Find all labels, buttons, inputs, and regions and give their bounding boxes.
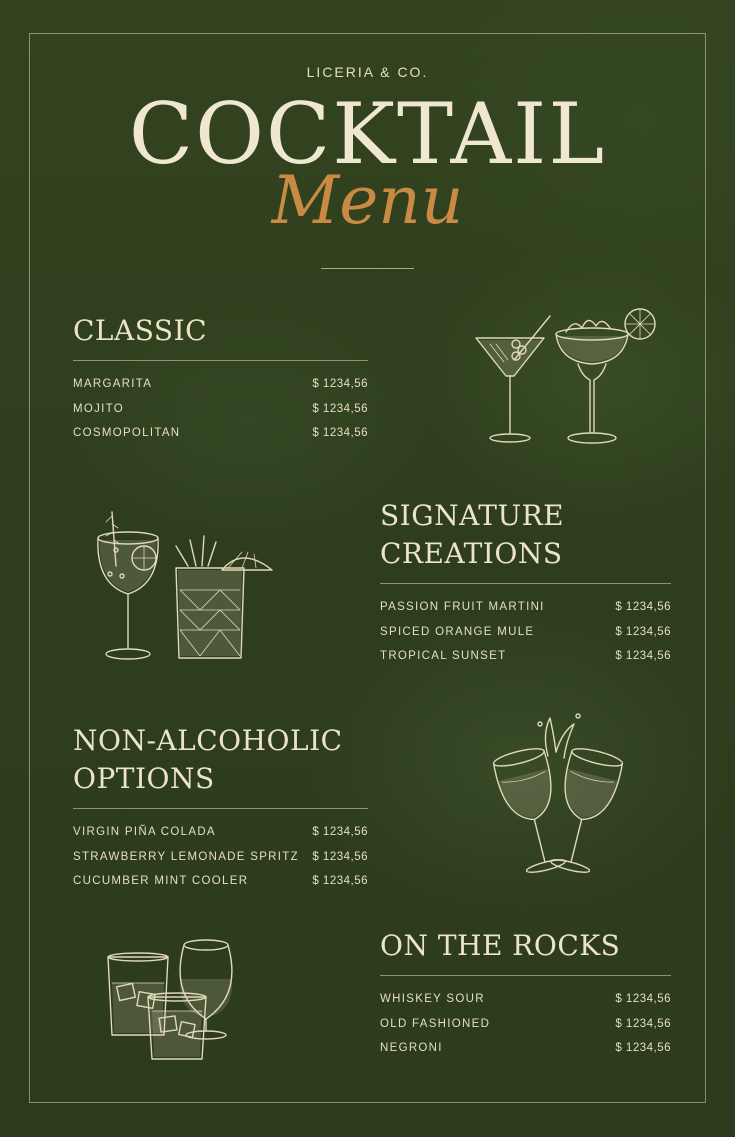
section-title-line2: CREATIONS (380, 537, 563, 570)
menu-item (73, 826, 368, 851)
menu-item (73, 875, 368, 900)
section-title-line1: SIGNATURE (380, 499, 565, 532)
section-title (73, 722, 368, 798)
item-name: COSMOPOLITAN (73, 427, 181, 439)
gin-tonic-and-tumbler-icon (92, 510, 282, 665)
item-name: VIRGIN PIÑA COLADA (73, 826, 216, 838)
whiskey-glasses-icon (104, 935, 244, 1065)
section-divider (380, 583, 671, 584)
section-divider (380, 975, 671, 976)
item-price: $ 1234,56 (312, 402, 368, 415)
section-title: ON THE ROCKS (380, 929, 621, 962)
menu-item (73, 403, 368, 428)
menu-item (380, 993, 671, 1018)
item-name: NEGRONI (380, 1042, 443, 1054)
item-price: $ 1234,56 (312, 378, 368, 390)
menu-subtitle: Menu (271, 162, 464, 239)
brand-name: LICERIA & CO. (306, 64, 429, 80)
item-price: $ 1234,56 (615, 601, 671, 613)
item-price: $ 1234,56 (312, 427, 368, 439)
menu-item (380, 601, 671, 626)
item-price: $ 1234,56 (615, 1042, 671, 1054)
section-title (380, 497, 671, 573)
menu-item (380, 1042, 671, 1067)
item-name: PASSION FRUIT MARTINI (380, 601, 545, 613)
item-price: $ 1234,56 (312, 850, 368, 863)
menu-item (380, 1018, 671, 1043)
item-name: MARGARITA (73, 378, 153, 390)
section-on-the-rocks (380, 927, 671, 1067)
item-price: $ 1234,56 (615, 625, 671, 638)
section-classic (73, 312, 368, 452)
item-price: $ 1234,56 (615, 650, 671, 662)
section-title-line1: NON-ALCOHOLIC (73, 724, 343, 757)
martini-margarita-glasses-icon (470, 308, 670, 453)
item-name: CUCUMBER MINT COOLER (73, 875, 249, 887)
menu-item (380, 626, 671, 651)
item-name: STRAWBERRY LEMONADE SPRITZ (73, 850, 299, 863)
menu-item (73, 378, 368, 403)
item-price: $ 1234,56 (615, 993, 671, 1005)
section-title-line2: OPTIONS (73, 762, 215, 795)
item-price: $ 1234,56 (615, 1017, 671, 1030)
menu-item (73, 427, 368, 452)
section-signature (380, 497, 671, 675)
item-name: SPICED ORANGE MULE (380, 625, 535, 638)
wine-toast-icon (490, 712, 625, 882)
item-name: OLD FASHIONED (380, 1017, 491, 1030)
item-price: $ 1234,56 (312, 826, 368, 838)
item-name: WHISKEY SOUR (380, 993, 485, 1005)
menu-item (73, 851, 368, 876)
item-name: MOJITO (73, 402, 125, 415)
item-name: TROPICAL SUNSET (380, 650, 507, 662)
item-price: $ 1234,56 (312, 875, 368, 887)
section-divider (73, 360, 368, 361)
menu-title: COCKTAIL (128, 85, 607, 183)
menu-item (380, 650, 671, 675)
section-non-alcoholic (73, 722, 368, 900)
section-divider (73, 808, 368, 809)
title-divider (321, 268, 414, 269)
section-title: CLASSIC (73, 314, 208, 347)
